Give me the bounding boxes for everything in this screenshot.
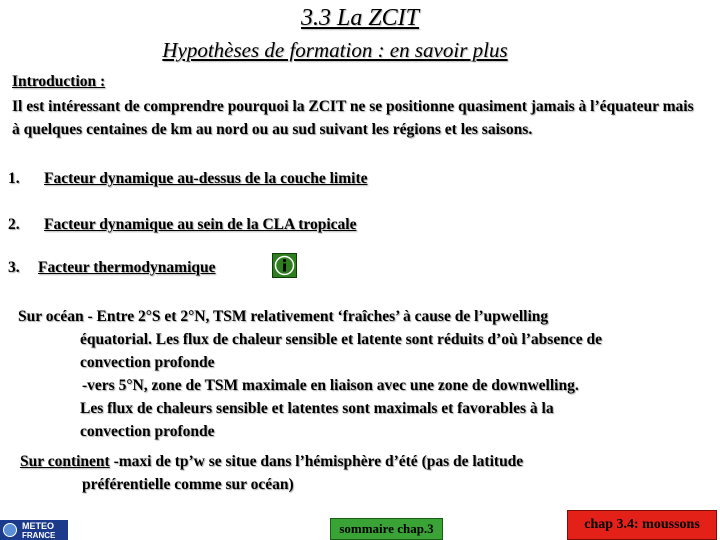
ocean-line-6: convection profonde	[80, 423, 215, 440]
ocean-section	[18, 305, 602, 443]
continent-line-2: préférentielle comme sur océan)	[82, 476, 294, 493]
info-icon[interactable]	[272, 253, 297, 278]
ocean-line-5: Les flux de chaleurs sensible et latentes sont maximals et favorables à la	[80, 400, 554, 417]
factor-link-2[interactable]: Facteur dynamique au sein de la CLA tropicale	[44, 216, 357, 233]
page-title: 3.3 La ZCIT	[300, 5, 420, 31]
factor-item-3	[8, 259, 216, 277]
chap-moussons-button[interactable]: chap 3.4: moussons	[567, 510, 717, 540]
continent-line-1	[20, 450, 523, 473]
continent-label: Sur continent	[20, 453, 110, 470]
factor-item-2	[8, 216, 356, 234]
meteo-france-logo	[0, 520, 68, 540]
factor-number-1: 1.	[8, 170, 20, 187]
factor-link-1[interactable]: Facteur dynamique au-dessus de la couche limite	[44, 170, 368, 187]
globe-icon	[3, 523, 17, 537]
ocean-line-3: convection profonde	[80, 354, 215, 371]
logo-text-2: FRANCE	[22, 531, 56, 540]
factor-number-3: 3.	[8, 259, 20, 276]
continent-text-1: -maxi de tp’w se situe dans l’hémisphère d’été (pas de latitude	[109, 453, 524, 470]
ocean-line-4: -vers 5°N, zone de TSM maximale en liaison avec une zone de downwelling.	[82, 377, 579, 394]
factor-link-3[interactable]: Facteur thermodynamique	[38, 259, 216, 276]
continent-section	[20, 450, 523, 496]
page-subtitle: Hypothèses de formation : en savoir plus	[162, 38, 508, 62]
factor-number-2: 2.	[8, 216, 20, 233]
ocean-line-2: équatorial. Les flux de chaleur sensible et latente sont réduits d’où l’absence de	[80, 331, 602, 348]
intro-label: Introduction :	[12, 73, 106, 90]
factor-item-1	[8, 170, 368, 188]
ocean-line-1: Sur océan - Entre 2°S et 2°N, TSM relativement ‘fraîches’ à cause de l’upwelling	[18, 308, 549, 325]
intro-text: Il est intéressant de comprendre pourquoi la ZCIT ne se positionne quasiment jamais à l’équateur mais à quelques centaines de km au nord ou au sud suivant les régions et les saisons.	[12, 98, 694, 138]
sommaire-button[interactable]: sommaire chap.3	[330, 518, 443, 540]
logo-text-1: METEO	[22, 521, 55, 531]
